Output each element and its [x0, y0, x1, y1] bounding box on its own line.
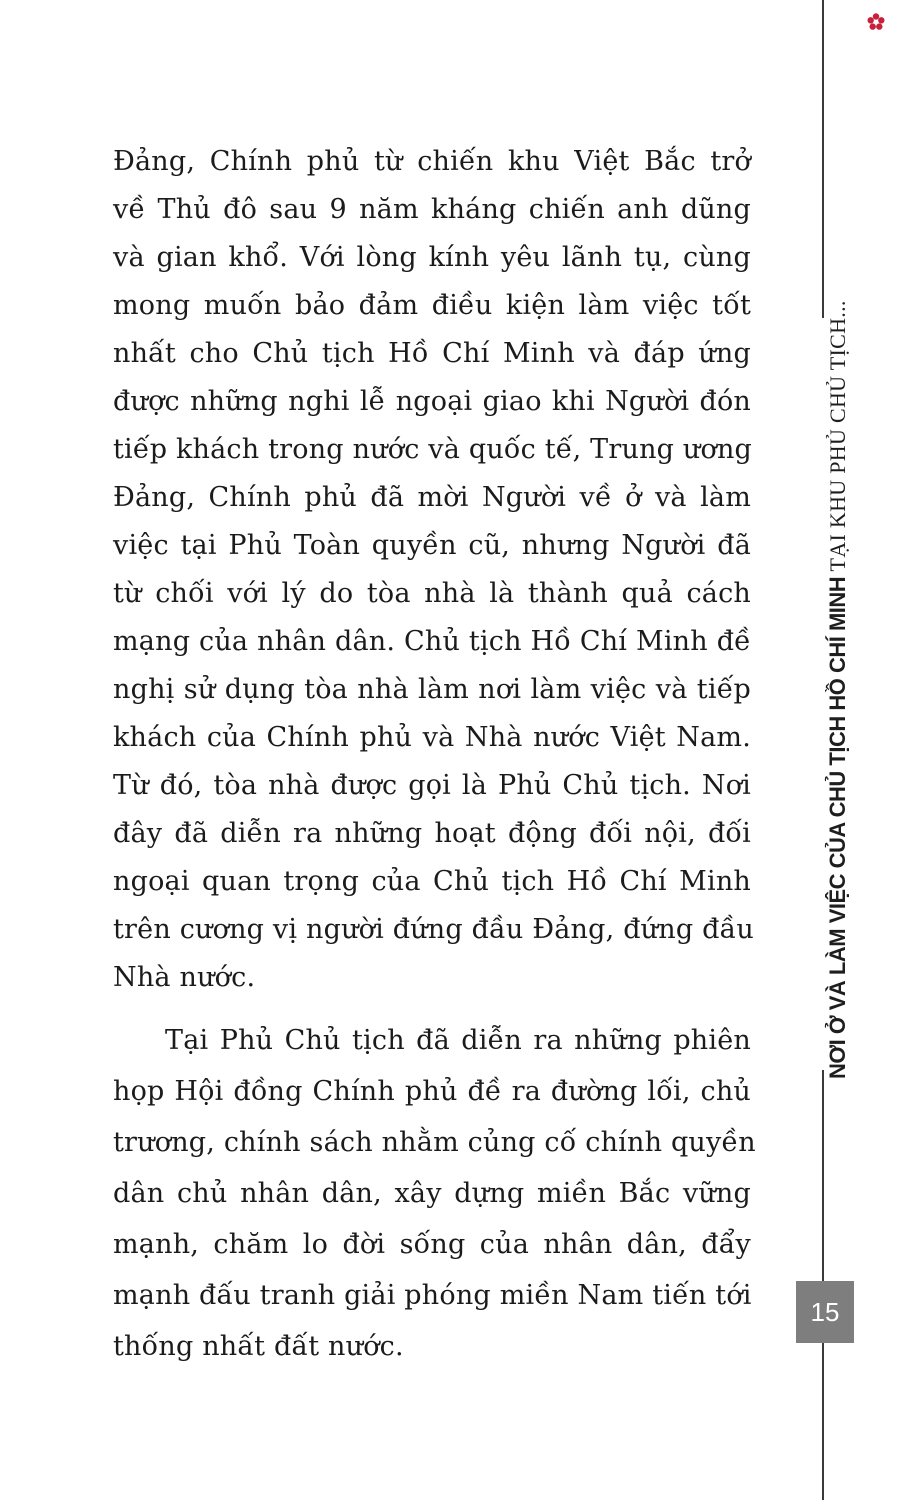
text-line: mạnh đấu tranh giải phóng miền Nam tiến tới	[113, 1280, 752, 1311]
text-line: từ chối với lý do tòa nhà là thành quả cách	[113, 578, 751, 609]
text-line: dân chủ nhân dân, xây dựng miền Bắc vững	[113, 1178, 751, 1209]
text-line: Từ đó, tòa nhà được gọi là Phủ Chủ tịch. Nơi	[113, 770, 751, 801]
text-line: về Thủ đô sau 9 năm kháng chiến anh dũng	[113, 194, 751, 225]
text-line: trương, chính sách nhằm củng cố chính quyền	[113, 1127, 756, 1158]
text-line: Đảng, Chính phủ từ chiến khu Việt Bắc trở	[113, 146, 751, 177]
text-line: mạng của nhân dân. Chủ tịch Hồ Chí Minh đề	[113, 626, 751, 657]
text-line: việc tại Phủ Toàn quyền cũ, nhưng Người đã	[113, 530, 751, 561]
text-line: ngoại quan trọng của Chủ tịch Hồ Chí Minh	[113, 866, 751, 897]
body-paragraph-2	[113, 1015, 756, 1372]
text-line: tiếp khách trong nước và quốc tế, Trung ương	[113, 434, 753, 465]
text-line: họp Hội đồng Chính phủ đề ra đường lối, chủ	[113, 1076, 751, 1107]
text-line: Nhà nước.	[113, 962, 256, 993]
text-line: Đảng, Chính phủ đã mời Người về ở và làm	[113, 482, 751, 513]
running-head-regular: TẠI KHU PHỦ CHỦ TỊCH...	[825, 300, 850, 577]
text-line: thống nhất đất nước.	[113, 1331, 404, 1362]
running-head-bold: NƠI Ở VÀ LÀM VIỆC CỦA CHỦ TỊCH HỒ CHÍ MINH	[825, 576, 850, 1079]
running-head	[823, 300, 853, 1079]
text-line: đây đã diễn ra những hoạt động đối nội, đối	[113, 818, 751, 849]
text-line: nhất cho Chủ tịch Hồ Chí Minh và đáp ứng	[113, 338, 751, 369]
body-paragraph-1	[113, 138, 754, 1002]
text-line: trên cương vị người đứng đầu Đảng, đứng đầu	[113, 914, 754, 945]
text-line: Tại Phủ Chủ tịch đã diễn ra những phiên	[165, 1025, 751, 1056]
text-line: nghị sử dụng tòa nhà làm nơi làm việc và tiếp	[113, 674, 751, 705]
text-line: mong muốn bảo đảm điều kiện làm việc tốt	[113, 290, 751, 321]
text-line: khách của Chính phủ và Nhà nước Việt Nam.	[113, 722, 751, 753]
page-number: 15	[796, 1281, 854, 1343]
text-line: và gian khổ. Với lòng kính yêu lãnh tụ, cùng	[113, 242, 751, 273]
text-line: mạnh, chăm lo đời sống của nhân dân, đẩy	[113, 1229, 751, 1260]
text-line: được những nghi lễ ngoại giao khi Người đón	[113, 386, 751, 417]
flower-ornament-icon	[866, 12, 886, 32]
